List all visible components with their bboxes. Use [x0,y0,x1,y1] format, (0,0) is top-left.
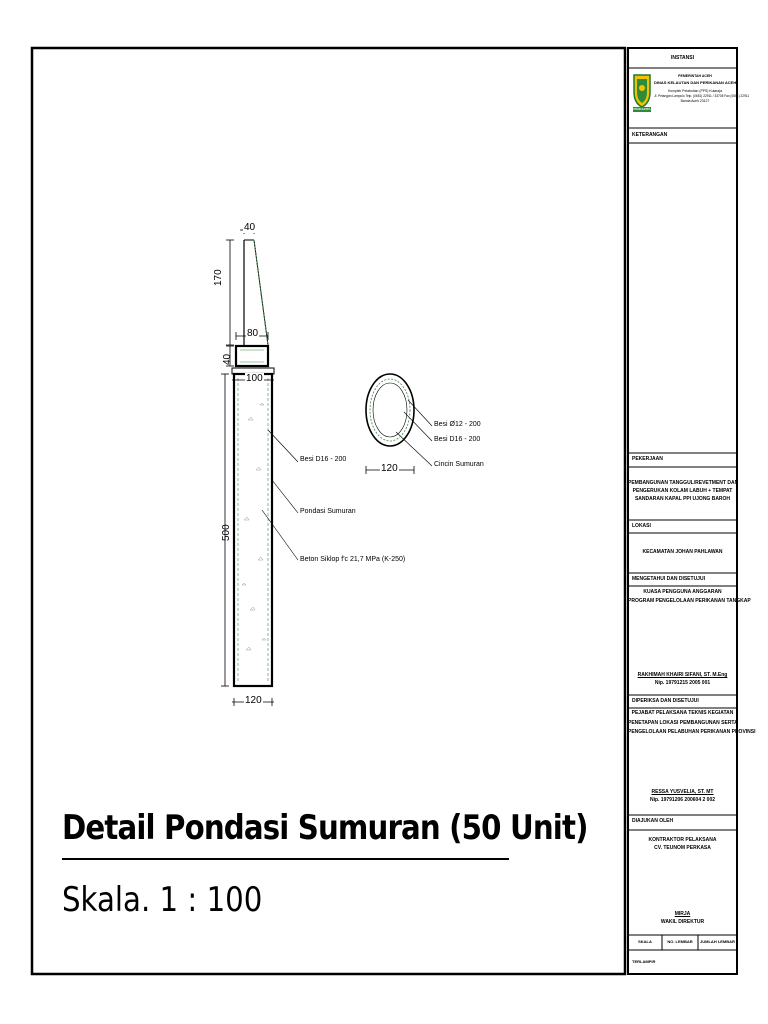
lokasi-value: KECAMATAN JOHAN PAHLAWAN [642,549,723,555]
kpa-line1: KUASA PENGGUNA ANGGARAN [643,589,722,595]
foundation-elevation [232,240,274,686]
kpa-line2: PROGRAM PENGELOLAAN PERIKANAN TANGKAP [628,598,751,604]
pptk-line2: PENETAPAN LOKASI PEMBANGUNAN SERTA [628,720,738,726]
title-block-border [628,48,756,974]
pekerjaan-label: PEKERJAAN [632,456,663,462]
pekerjaan-line3: SANDARAN KAPAL PPI UJONG BAROH [634,496,731,502]
drawing-title: Detail Pondasi Sumuran (50 Unit) [62,808,588,848]
dim-cap-width: 80 [247,328,259,339]
dim-cap-height: 40 [222,353,233,365]
pekerjaan-line2: PENGERUKAN KOLAM LABUH + TEMPAT [632,488,733,494]
direktur-title: WAKIL DIREKTUR [660,919,705,925]
ring-section [366,374,414,474]
kpa-nip: Nip. 19791215 2005 001 [654,680,711,686]
instansi-address3: Banda Aceh 23127 [680,99,710,103]
callout-well-foundation: Pondasi Sumuran [300,508,356,515]
terlampir-label: TERLAMPIR [632,959,656,964]
dim-base-width: 120 [245,695,262,706]
callout-leaders [262,400,432,560]
no-lembar-label: NO. LEMBAR [667,939,693,944]
instansi-line1: PEMERINTAH ACEH [678,74,712,78]
dim-collar-width: 100 [246,373,263,384]
diperiksa-label: DIPERIKSA DAN DISETUJUI [632,698,699,704]
instansi-address2: Jl. Pelangan Lampulo Telp. (0651) 22911 / 33708 Fax (0651) 22911 [654,94,750,98]
skala-label: SKALA [638,939,652,944]
dim-shaft-height: 500 [221,524,232,541]
callout-rebar-ring-a: Besi Ø12 - 200 [434,421,481,428]
pekerjaan-line1: PEMBANGUNAN TANGGUL/REVETMENT DAN [628,480,739,486]
direktur-name: MIRJA [674,911,691,917]
mengetahui-label: MENGETAHUI DAN DISETUJUI [632,576,705,582]
callout-rebar-ring-b: Besi D16 - 200 [434,436,481,443]
jumlah-lembar-label: JUMLAH LEMBAR [700,939,735,944]
pptk-name: RESSA YUSVELIA, ST. MT [651,789,714,795]
pptk-line3: PENGELOLAAN PELABUHAN PERIKANAN PROVINSI [628,729,756,735]
pptk-nip: Nip. 19791206 200604 2 002 [649,797,716,803]
lokasi-label: LOKASI [632,523,651,529]
dim-upper-height: 170 [213,269,224,286]
instansi-header: INSTANSI [671,55,694,61]
logo-caption: PANCACITA [633,107,651,111]
kontraktor-line2: CV. TEUNOM PERKASA [654,845,711,851]
instansi-address1: Komplek Pelabuhan (PPS) Kutaraja [668,89,722,93]
kontraktor-line1: KONTRAKTOR PELAKSANA [648,837,717,843]
pptk-line1: PEJABAT PELAKSANA TEKNIS KEGIATAN [631,710,734,716]
kpa-name: RAKHIMAH KHAIRI SIFANI, ST. M.Eng [637,672,728,678]
callout-rebar-shaft: Besi D16 - 200 [300,456,347,463]
callout-concrete: Beton Siklop f'c 21,7 MPa (K-250) [300,556,406,563]
title-underline [62,858,509,860]
dim-top-width: 40 [244,222,256,233]
keterangan-label: KETERANGAN [632,132,668,138]
diajukan-label: DIAJUKAN OLEH [632,818,674,824]
dim-ring-width: 120 [381,463,398,474]
drawing-scale: Skala. 1 : 100 [62,880,263,920]
callout-ring: Cincin Sumuran [434,461,484,468]
dimension-lines [221,226,274,706]
instansi-name: DINAS KELAUTAN DAN PERIKANAN ACEH [654,80,737,85]
